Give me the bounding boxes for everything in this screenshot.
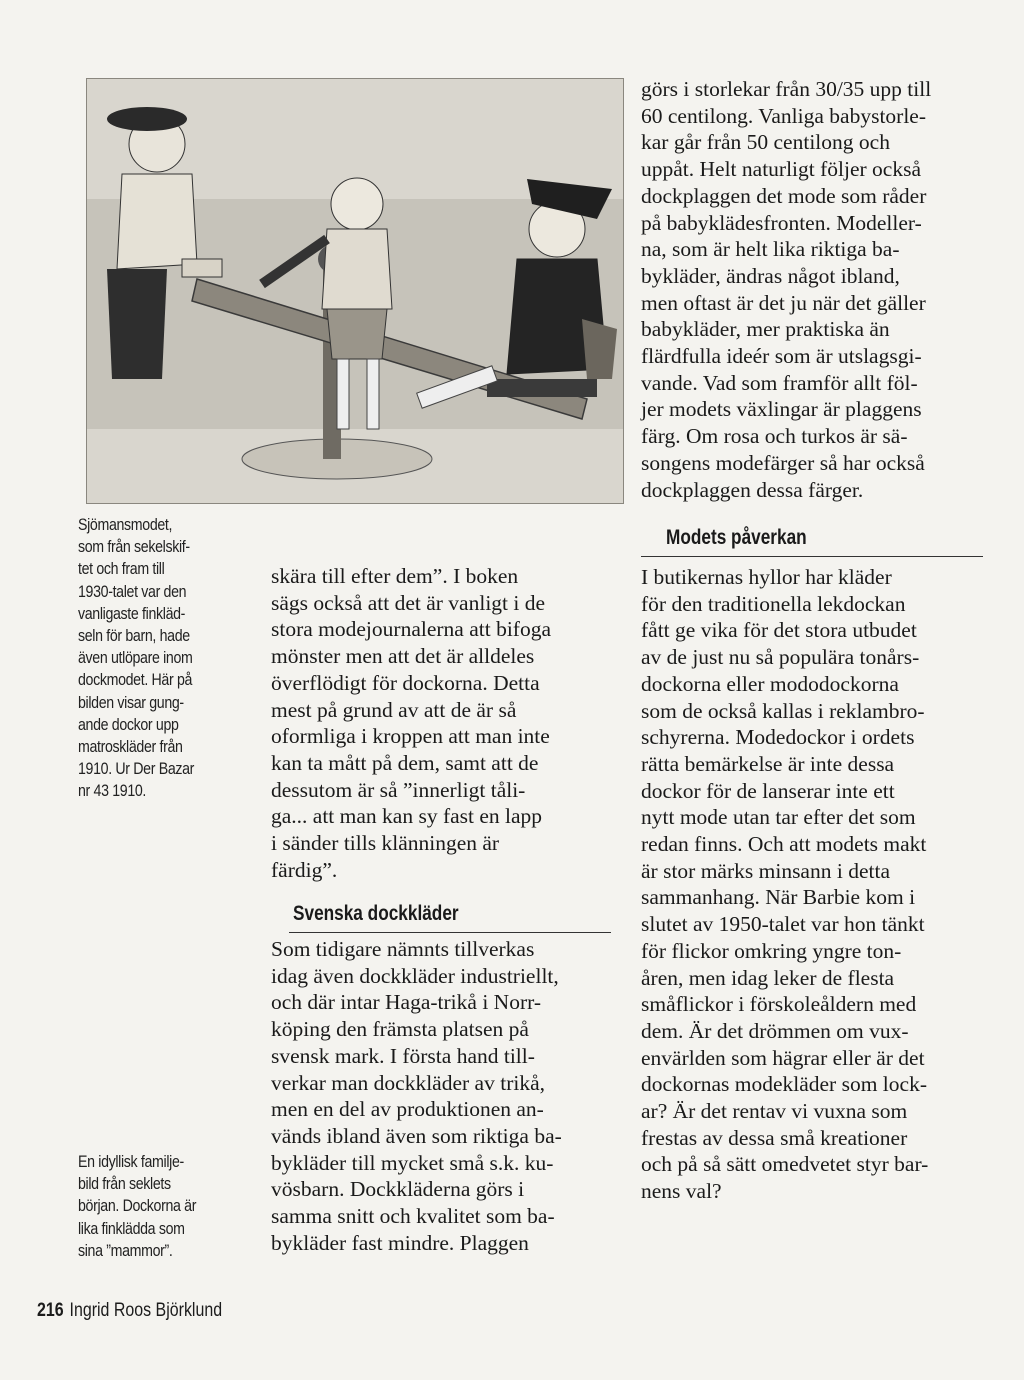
photo-caption-secondary: En idyllisk familje- bild från seklets början. Dockorna är lika finklädda som sina ”mammor”.	[78, 1153, 197, 1260]
section-heading-text: Svenska dockkläder	[293, 902, 459, 925]
body-text-right-paragraph-1: görs i storlekar från 30/35 upp till 60 centilong. Vanliga babystorle- kar går från 50 centilong och uppåt. Helt naturligt följer också dockplaggen det mode som råder på babyklädesfronten. Modeller- na, som är helt lika riktiga ba- bykläder, ändras något ibland, men oftast är det ju när det gäller babykläder, mer praktiska än flärdfulla ideér som är utslagsgi- vande. Vad som framför allt föl- jer modets växlingar är plaggens färg. Om rosa och turkos är sä- songens modefärger så har också dockplaggen dessa färger.	[641, 77, 932, 502]
author-name: Ingrid Roos Björklund	[69, 1300, 223, 1321]
page-number: 216	[37, 1300, 64, 1321]
photo-dolls-on-seesaw	[86, 78, 624, 504]
photo-caption: Sjömansmodet, som från sekelskif- tet och fram till 1930-talet var den vanligaste finkläd- seln för barn, hade även utlöpare inom dockmodet. Här på bilden visar gung- ande dockor upp matroskläder från 1910. Ur Der Bazar nr 43 1910.	[78, 516, 195, 801]
page-footer	[37, 1300, 222, 1322]
body-text-right-paragraph-2: I butikernas hyllor har kläder för den traditionella lekdockan fått ge vika för det stora utbudet av de just nu så populära tonårs- dockorna eller mododockorna som de också kallas i reklambro- schyrerna. Modedockor i ordets rätta bemärkelse är inte dessa dockor för de lanserar inte ett nytt mode utan tar efter det som redan finns. Och att modets makt är stor märks minsann i detta sammanhang. När Barbie kom i slutet av 1950-talet var hon tänkt för flickor omkring yngre ton- åren, men idag leker de flesta småflickor i förskoleåldern med dem. Är det drömmen om vux- envärlden som hägrar eller är det dockornas modekläder som lock- ar? Är det rentav vi vuxna som frestas av dessa små kreationer och på så sätt omedvetet styr bar- nens val?	[641, 565, 929, 1204]
section-heading-modets-paverkan	[641, 526, 983, 557]
section-heading-text: Modets påverkan	[666, 526, 807, 549]
dolls-illustration	[87, 79, 623, 503]
body-text-middle-paragraph-1: skära till efter dem”. I boken sägs också att det är vanligt i de stora modejournalerna att bifoga mönster men att det är alldeles överflödigt för dockorna. Detta mest på grund av att de är så oformliga i kroppen att man inte kan ta mått på dem, samt att de dessutom är så ”innerligt tåli- ga... att man kan sy fast en lapp i sänder tills klänningen är färdig”.	[271, 564, 551, 882]
section-heading-svenska-dockklader	[289, 902, 611, 933]
body-text-middle-paragraph-2: Som tidigare nämnts tillverkas idag även dockkläder industriellt, och där intar Haga-trikå i Norr- köping den främsta platsen på svensk mark. I första hand till- verkar man dockkläder av trikå, men en del av produktionen an- vänds ibland även som riktiga ba- bykläder till mycket små s.k. ku- vösbarn. Dockkläderna görs i samma snitt och kvalitet som ba- bykläder fast mindre. Plaggen	[271, 937, 562, 1255]
